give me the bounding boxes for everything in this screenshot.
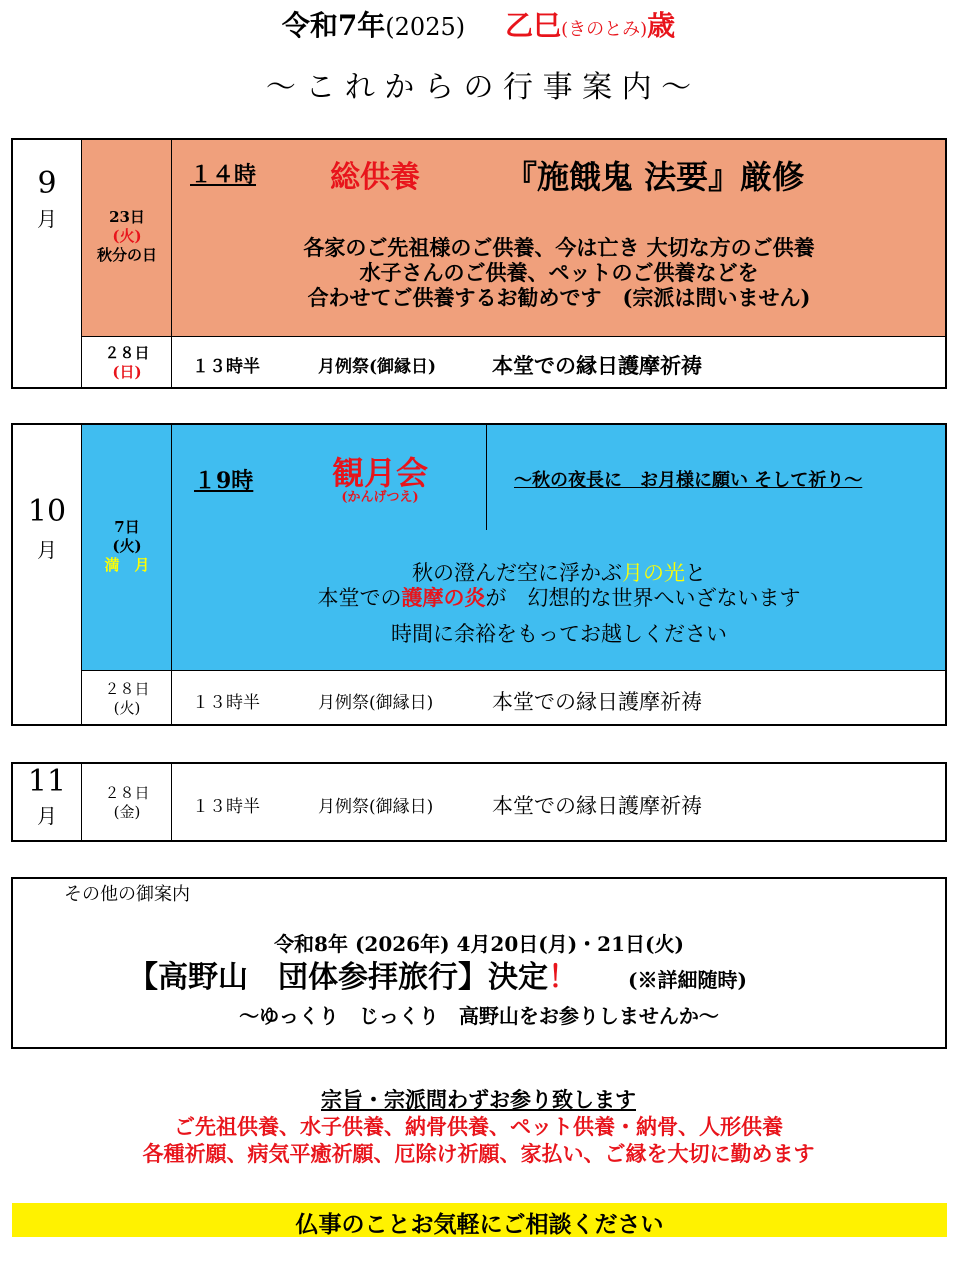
- consultation-banner-text: 仏事のことお気軽にご相談ください: [295, 1211, 664, 1238]
- september-event1-line1: 各家のご先祖様のご供養、今は亡き 大切な方のご供養: [303, 235, 815, 260]
- september-event1-title: 『施餓鬼 法要』厳修: [505, 158, 805, 196]
- september-event2-date: [82, 344, 172, 382]
- other-info-heading: その他の御案内: [64, 884, 190, 905]
- title-note: (※詳細随時): [628, 968, 747, 992]
- date-day: 7日: [114, 518, 140, 536]
- october-event2-date: [82, 680, 172, 718]
- november-month-kanji: 月: [37, 804, 57, 828]
- date-weekday: (金): [113, 803, 141, 821]
- date-weekday: (火): [113, 699, 141, 717]
- goma-flame-highlight: 護摩の炎: [401, 585, 486, 610]
- date-day: ２８日: [104, 344, 150, 362]
- footer-line1: ご先祖供養、水子供養、納骨供養、ペット供養・納骨、人形供養: [174, 1114, 783, 1139]
- october-event1-tagline: ～秋の夜長に お月様に願い そして祈り～: [514, 470, 863, 491]
- september-event2-name: 月例祭(御縁日): [318, 357, 437, 377]
- eto-suffix: 歳: [647, 9, 676, 42]
- footer-line2: 各種祈願、病気平癒祈願、厄除け祈願、家払い、ご縁を大切に勤めます: [142, 1141, 815, 1166]
- date-day: 23日: [109, 208, 145, 226]
- september-event1-date: [82, 208, 172, 265]
- september-month-number: 9: [37, 166, 57, 201]
- other-info-title: [128, 952, 747, 996]
- october-event1-title-red: 観月会: [331, 454, 428, 492]
- october-event2-time: １３時半: [192, 693, 260, 713]
- october-event1-line3: 時間に余裕をもってお越しください: [391, 622, 727, 646]
- date-weekday: (火): [112, 537, 142, 555]
- september-month-kanji: 月: [37, 207, 57, 231]
- september-event1-title-red: 総供養: [330, 160, 420, 195]
- date-note: 満 月: [104, 556, 150, 574]
- september-event2-time: １３時半: [192, 357, 260, 377]
- date-note: 秋分の日: [96, 246, 157, 264]
- october-event1-time: １9時: [194, 468, 254, 494]
- october-event1-title-reading: (かんげつえ): [341, 490, 419, 505]
- year-western: (2025): [385, 13, 466, 41]
- september-event2-desc: 本堂での縁日護摩祈祷: [492, 353, 702, 378]
- footer-heading: 宗旨・宗派問わずお参り致します: [321, 1087, 636, 1112]
- year-label: 令和7年: [281, 9, 386, 42]
- exclamation-mark: ！: [548, 960, 578, 995]
- date-day: ２８日: [104, 784, 150, 802]
- september-event1-time: １４時: [190, 162, 257, 188]
- date-weekday: (火): [112, 227, 142, 245]
- other-info-tagline: ～ゆっくり じっくり 高野山をお参りしませんか～: [239, 1004, 719, 1028]
- october-event2-desc: 本堂での縁日護摩祈祷: [492, 690, 702, 714]
- september-event1-line3: 合わせてご供養するお勧めです (宗派は問いません): [307, 285, 811, 310]
- page-subtitle: ～ こ れ か ら の 行 事 案 内 ～: [265, 70, 692, 105]
- september-event1-line2: 水子さんのご供養、ペットのご供養などを: [359, 260, 759, 285]
- october-event1-line1: 秋の澄んだ空に浮かぶ月の光と: [412, 561, 706, 585]
- moonlight-highlight: 月の光: [622, 561, 685, 585]
- november-event1-desc: 本堂での縁日護摩祈祷: [492, 794, 702, 818]
- eto-label: 乙巳: [505, 9, 562, 42]
- page-title: [0, 4, 957, 44]
- october-month-kanji: 月: [37, 538, 57, 562]
- koyasan-trip-title: 【高野山 団体参拝旅行】決定: [128, 960, 548, 995]
- november-event1-date: [82, 784, 172, 822]
- november-event1-name: 月例祭(御縁日): [318, 797, 434, 817]
- october-event1-date: [82, 518, 172, 575]
- october-event1-line2: 本堂での護摩の炎が 幻想的な世界へいざないます: [317, 585, 801, 610]
- date-weekday: (日): [112, 363, 142, 381]
- october-month-number: 10: [27, 494, 67, 529]
- eto-reading: (きのとみ): [561, 19, 648, 40]
- october-event2-name: 月例祭(御縁日): [318, 693, 434, 713]
- november-event1-time: １３時半: [192, 797, 260, 817]
- date-day: ２８日: [104, 680, 150, 698]
- other-info-date: 令和8年 (2026年) 4月20日(月)・21日(火): [274, 932, 684, 956]
- november-month-number: 11: [27, 764, 67, 799]
